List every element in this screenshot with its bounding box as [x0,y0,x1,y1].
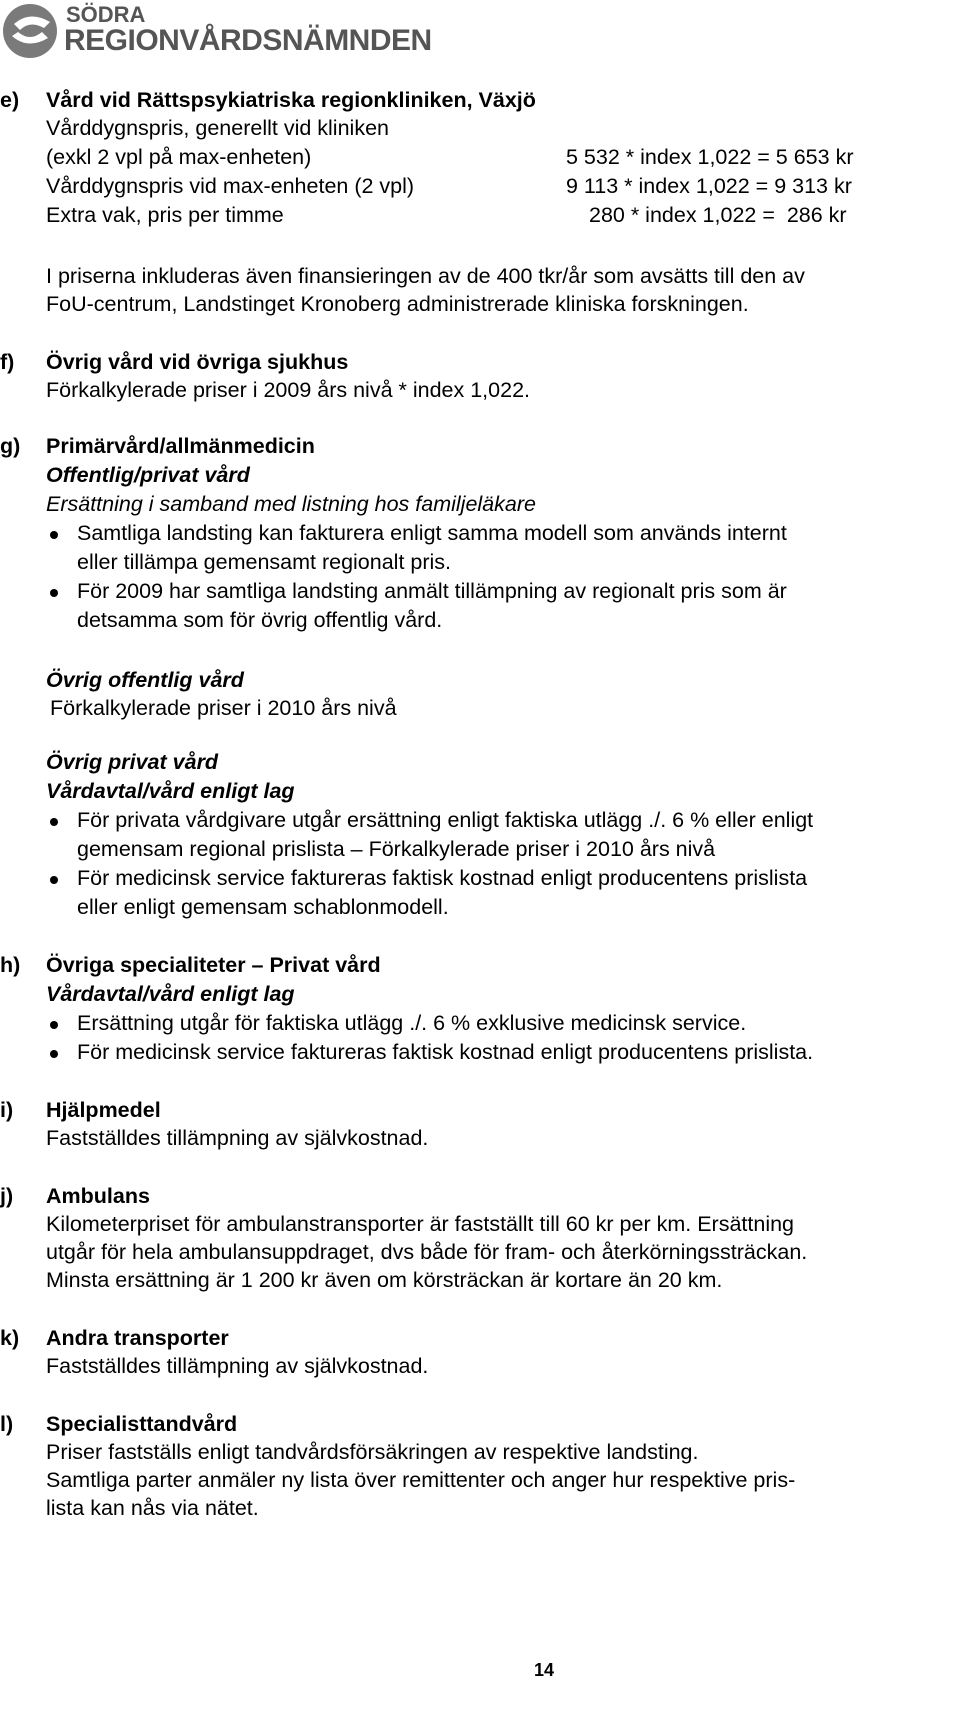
section-j-text: Kilometerpriset för ambulanstransporter är fastställt till 60 kr per km. Ersättning [46,1212,795,1236]
section-j-title: Ambulans [46,1184,150,1208]
bullet-text: För privata vårdgivare utgår ersättning enligt faktiska utlägg ./. 6 % eller enligt [77,808,814,832]
section-i-text: Fastställdes tillämpning av självkostnad. [46,1126,429,1150]
section-g-letter: g) [0,434,21,458]
section-e-title: Vård vid Rättspsykiatriska regionkliniken, Växjö [46,88,536,112]
price-row-label: (exkl 2 vpl på max-enheten) [46,145,312,169]
logo-line2: REGIONVÅRDSNÄMNDEN [64,24,432,57]
section-k-title: Andra transporter [46,1326,229,1350]
section-h-subheading: Vårdavtal/vård enligt lag [46,982,295,1006]
section-h-letter: h) [0,953,21,977]
section-e-letter: e) [0,88,20,112]
section-g-subtitle2: Ersättning i samband med listning hos familjeläkare [46,492,536,516]
price-row-label: Vårddygnspris vid max-enheten (2 vpl) [46,174,415,198]
logo-mark-icon [0,2,64,60]
bullet-text: gemensam regional prislista – Förkalkylerade priser i 2010 års nivå [77,837,716,861]
bullet-icon [50,1021,58,1029]
section-g-subtitle: Offentlig/privat vård [46,463,250,487]
section-l-title: Specialisttandvård [46,1412,238,1436]
bullet-text: För 2009 har samtliga landsting anmält tillämpning av regionalt pris som är [77,579,787,603]
section-k-letter: k) [0,1326,20,1350]
price-row-value: 280 * index 1,022 = 286 kr [589,203,847,227]
section-k-text: Fastställdes tillämpning av självkostnad. [46,1354,429,1378]
section-l-letter: l) [0,1412,14,1436]
section-g-title: Primärvård/allmänmedicin [46,434,315,458]
offentlig-text: Förkalkylerade priser i 2010 års nivå [50,696,397,720]
section-j-letter: j) [0,1184,14,1208]
section-l-text: Priser fastställs enligt tandvårdsförsäkringen av respektive landsting. [46,1440,699,1464]
bullet-icon [50,1050,58,1058]
privat-heading: Övrig privat vård [46,750,219,774]
bullet-text: För medicinsk service faktureras faktisk kostnad enligt producentens prislista [77,866,808,890]
bullet-icon [50,818,58,826]
price-row-value: 5 532 * index 1,022 = 5 653 kr [566,145,854,169]
page-number: 14 [534,1660,555,1680]
price-row-label: Extra vak, pris per timme [46,203,284,227]
bullet-text: eller tillämpa gemensamt regionalt pris. [77,550,452,574]
section-f-letter: f) [0,350,15,374]
section-i-letter: i) [0,1098,14,1122]
section-l-text: lista kan nås via nätet. [46,1496,259,1520]
price-row-value: 9 113 * index 1,022 = 9 313 kr [566,174,852,198]
logo [0,0,430,62]
section-f-text: Förkalkylerade priser i 2009 års nivå * index 1,022. [46,378,531,402]
bullet-text: För medicinsk service faktureras faktisk kostnad enligt producentens prislista. [77,1040,814,1064]
bullet-text: Ersättning utgår för faktiska utlägg ./. 6 % exklusive medicinsk service. [77,1011,747,1035]
bullet-text: Samtliga landsting kan fakturera enligt samma modell som används internt [77,521,787,545]
price-row-label: Vårddygnspris, generellt vid kliniken [46,116,389,140]
section-e-note: FoU-centrum, Landstinget Kronoberg administrerade kliniska forskningen. [46,292,749,316]
section-h-title: Övriga specialiteter – Privat vård [46,953,381,977]
section-j-text: Minsta ersättning är 1 200 kr även om körsträckan är kortare än 20 km. [46,1268,723,1292]
bullet-icon [50,531,58,539]
offentlig-heading: Övrig offentlig vård [46,668,244,692]
logo-line1: SÖDRA [66,2,146,27]
section-j-text: utgår för hela ambulansuppdraget, dvs både för fram- och återkörningssträckan. [46,1240,808,1264]
section-l-text: Samtliga parter anmäler ny lista över remittenter och anger hur respektive pris- [46,1468,796,1492]
bullet-text: detsamma som för övrig offentlig vård. [77,608,443,632]
bullet-icon [50,876,58,884]
bullet-icon [50,589,58,597]
section-f-title: Övrig vård vid övriga sjukhus [46,350,349,374]
bullet-text: eller enligt gemensam schablonmodell. [77,895,449,919]
privat-subheading: Vårdavtal/vård enligt lag [46,779,295,803]
section-e-note: I priserna inkluderas även finansieringen av de 400 tkr/år som avsätts till den av [46,264,805,288]
section-i-title: Hjälpmedel [46,1098,161,1122]
